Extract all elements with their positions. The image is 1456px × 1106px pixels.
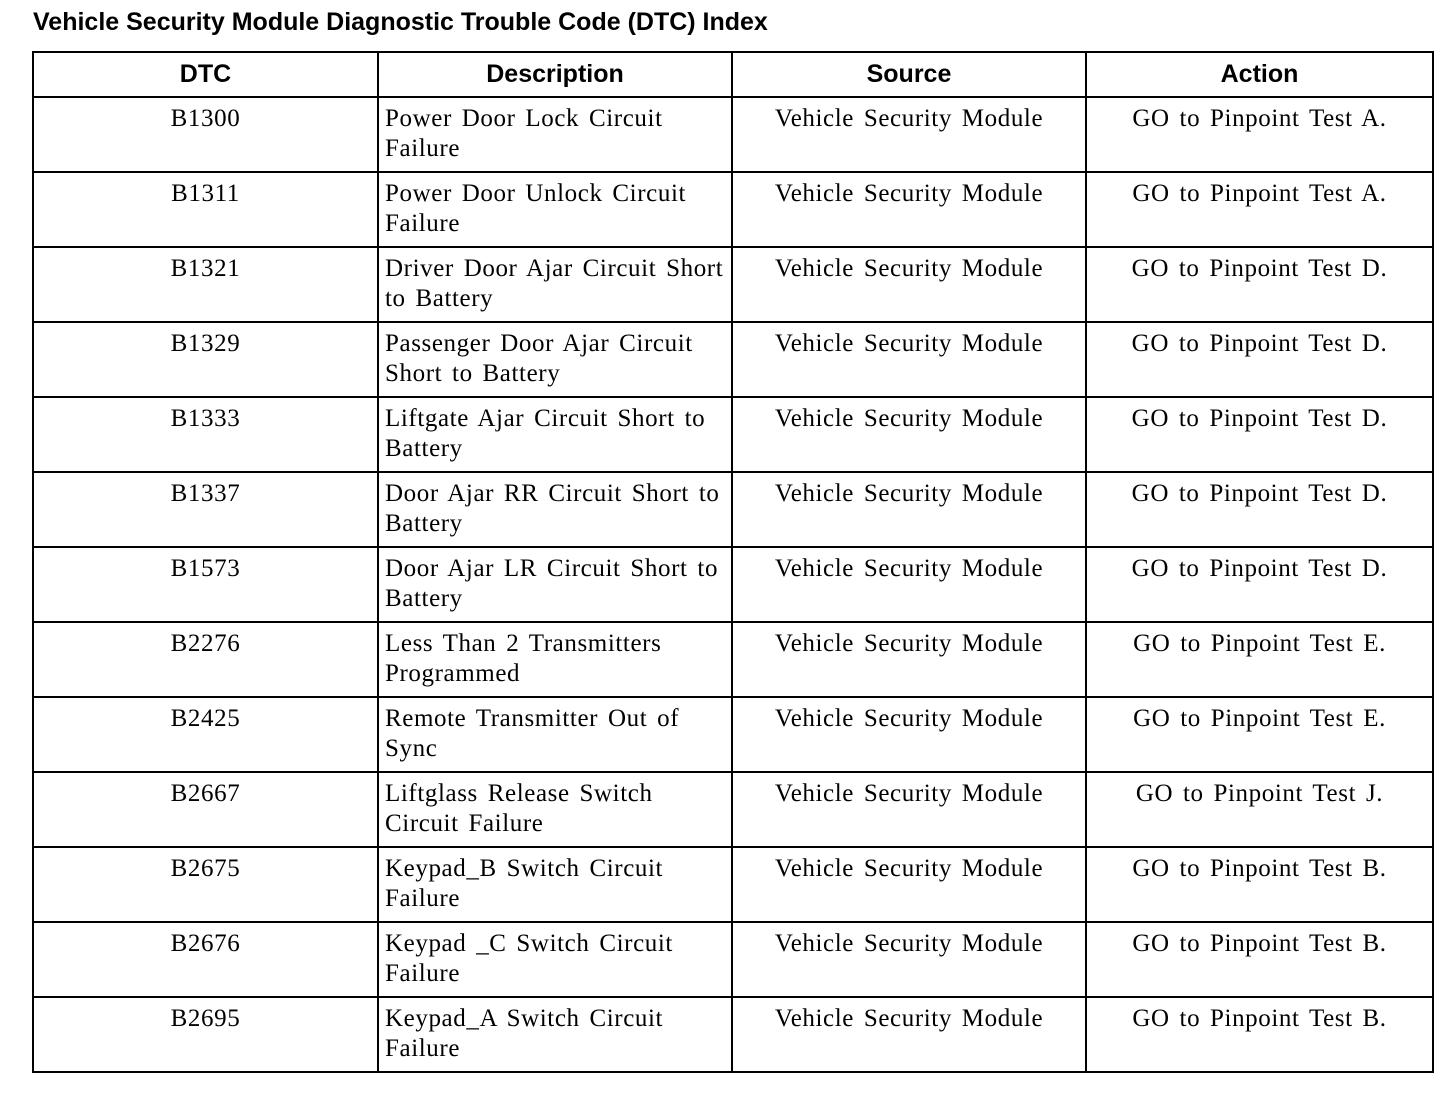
dtc-code-cell: B2276 xyxy=(33,622,378,697)
table-header xyxy=(33,52,1433,97)
action-cell: GO to Pinpoint Test A. xyxy=(1086,172,1433,247)
description-cell: Door Ajar LR Circuit Short to Battery xyxy=(378,547,732,622)
description-cell: Door Ajar RR Circuit Short to Battery xyxy=(378,472,732,547)
source-cell: Vehicle Security Module xyxy=(732,97,1086,172)
dtc-code-cell: B1329 xyxy=(33,322,378,397)
dtc-code-cell: B1311 xyxy=(33,172,378,247)
action-cell: GO to Pinpoint Test E. xyxy=(1086,622,1433,697)
dtc-code-cell: B2695 xyxy=(33,997,378,1072)
table-row xyxy=(33,397,1433,472)
header-row xyxy=(33,52,1433,97)
action-cell: GO to Pinpoint Test D. xyxy=(1086,397,1433,472)
action-cell: GO to Pinpoint Test B. xyxy=(1086,997,1433,1072)
action-cell: GO to Pinpoint Test D. xyxy=(1086,472,1433,547)
dtc-code-cell: B2425 xyxy=(33,697,378,772)
description-cell: Power Door Unlock Circuit Failure xyxy=(378,172,732,247)
table-row xyxy=(33,997,1433,1072)
dtc-code-cell: B2675 xyxy=(33,847,378,922)
column-header-dtc: DTC xyxy=(33,52,378,97)
source-cell: Vehicle Security Module xyxy=(732,247,1086,322)
table-row xyxy=(33,322,1433,397)
action-cell: GO to Pinpoint Test D. xyxy=(1086,547,1433,622)
description-cell: Passenger Door Ajar Circuit Short to Battery xyxy=(378,322,732,397)
action-cell: GO to Pinpoint Test E. xyxy=(1086,697,1433,772)
source-cell: Vehicle Security Module xyxy=(732,172,1086,247)
table-row xyxy=(33,547,1433,622)
source-cell: Vehicle Security Module xyxy=(732,397,1086,472)
action-cell: GO to Pinpoint Test B. xyxy=(1086,922,1433,997)
source-cell: Vehicle Security Module xyxy=(732,322,1086,397)
table-row xyxy=(33,772,1433,847)
dtc-index-table xyxy=(32,51,1434,1073)
table-row xyxy=(33,697,1433,772)
column-header-source: Source xyxy=(732,52,1086,97)
source-cell: Vehicle Security Module xyxy=(732,847,1086,922)
description-cell: Keypad_B Switch Circuit Failure xyxy=(378,847,732,922)
source-cell: Vehicle Security Module xyxy=(732,472,1086,547)
table-body xyxy=(33,97,1433,1072)
description-cell: Driver Door Ajar Circuit Short to Battery xyxy=(378,247,732,322)
column-header-action: Action xyxy=(1086,52,1433,97)
source-cell: Vehicle Security Module xyxy=(732,997,1086,1072)
description-cell: Keypad _C Switch Circuit Failure xyxy=(378,922,732,997)
source-cell: Vehicle Security Module xyxy=(732,697,1086,772)
dtc-code-cell: B1337 xyxy=(33,472,378,547)
description-cell: Less Than 2 Transmitters Programmed xyxy=(378,622,732,697)
dtc-code-cell: B1573 xyxy=(33,547,378,622)
table-row xyxy=(33,97,1433,172)
column-header-description: Description xyxy=(378,52,732,97)
table-row xyxy=(33,922,1433,997)
source-cell: Vehicle Security Module xyxy=(732,772,1086,847)
action-cell: GO to Pinpoint Test D. xyxy=(1086,322,1433,397)
source-cell: Vehicle Security Module xyxy=(732,547,1086,622)
dtc-code-cell: B2676 xyxy=(33,922,378,997)
description-cell: Remote Transmitter Out of Sync xyxy=(378,697,732,772)
source-cell: Vehicle Security Module xyxy=(732,622,1086,697)
dtc-code-cell: B2667 xyxy=(33,772,378,847)
dtc-code-cell: B1300 xyxy=(33,97,378,172)
table-row xyxy=(33,847,1433,922)
table-row xyxy=(33,472,1433,547)
description-cell: Keypad_A Switch Circuit Failure xyxy=(378,997,732,1072)
description-cell: Liftglass Release Switch Circuit Failure xyxy=(378,772,732,847)
action-cell: GO to Pinpoint Test B. xyxy=(1086,847,1433,922)
dtc-code-cell: B1333 xyxy=(33,397,378,472)
description-cell: Power Door Lock Circuit Failure xyxy=(378,97,732,172)
action-cell: GO to Pinpoint Test A. xyxy=(1086,97,1433,172)
table-row xyxy=(33,247,1433,322)
description-cell: Liftgate Ajar Circuit Short to Battery xyxy=(378,397,732,472)
page-title: Vehicle Security Module Diagnostic Trouble Code (DTC) Index xyxy=(33,8,768,36)
dtc-code-cell: B1321 xyxy=(33,247,378,322)
action-cell: GO to Pinpoint Test D. xyxy=(1086,247,1433,322)
action-cell: GO to Pinpoint Test J. xyxy=(1086,772,1433,847)
table-row xyxy=(33,622,1433,697)
table-row xyxy=(33,172,1433,247)
source-cell: Vehicle Security Module xyxy=(732,922,1086,997)
